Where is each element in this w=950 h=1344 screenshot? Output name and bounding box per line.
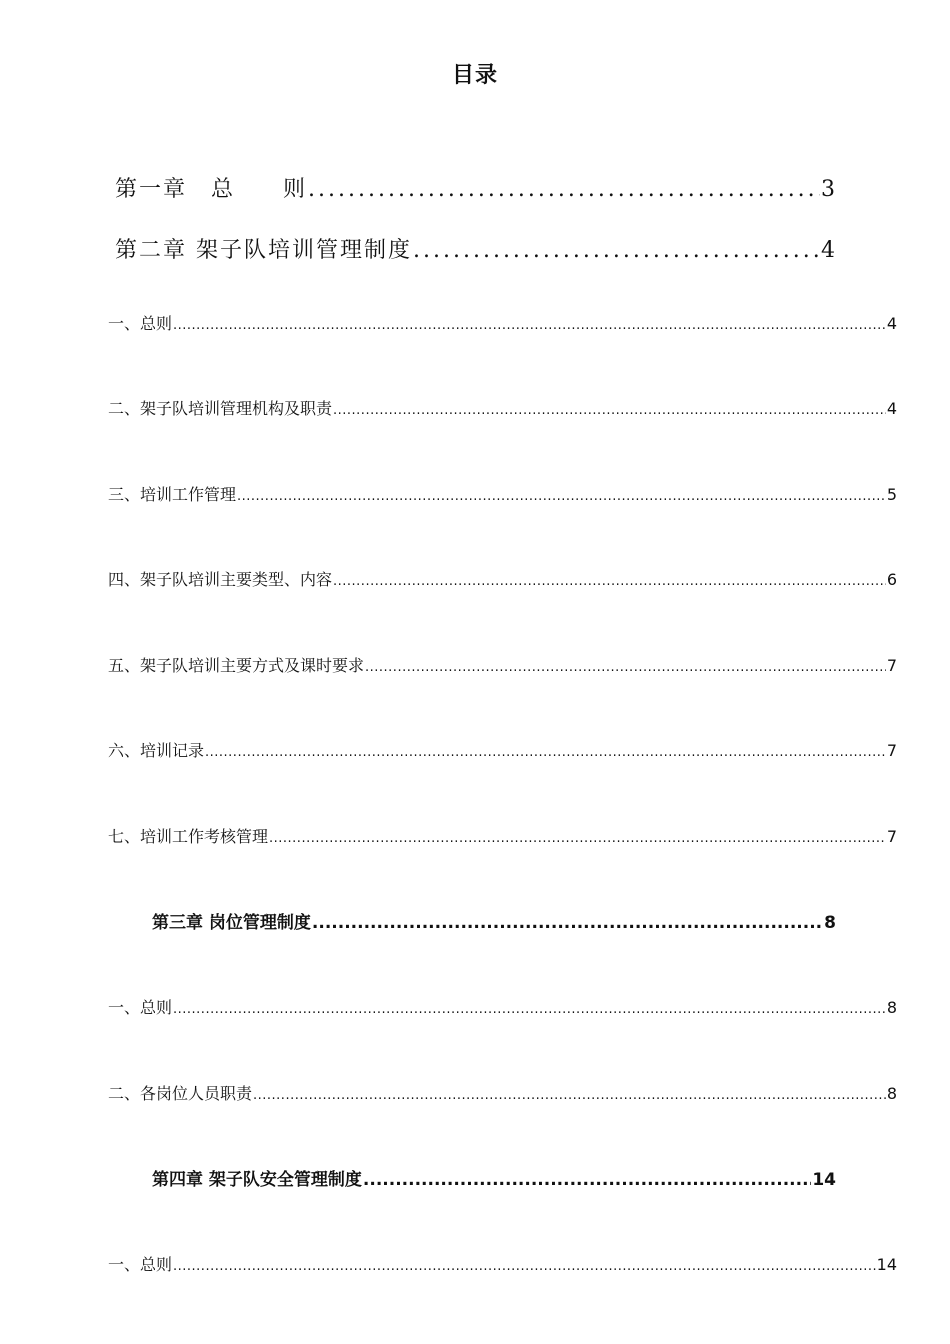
toc-entry-section[interactable] — [108, 738, 897, 761]
toc-entry-page: 8 — [824, 913, 836, 933]
dot-leader — [205, 745, 886, 760]
toc-entry-label: 一、总则 — [108, 1255, 173, 1274]
toc-entry-page: 7 — [886, 741, 897, 760]
dot-leader — [173, 318, 886, 333]
toc-entry-label: 三、培训工作管理 — [108, 485, 237, 504]
dot-leader — [312, 913, 823, 933]
toc-entry-page: 4 — [886, 399, 897, 418]
toc-entry-section[interactable] — [108, 1252, 897, 1275]
toc-entry-chapter-1[interactable] — [115, 172, 837, 203]
toc-entry-section[interactable] — [108, 567, 897, 590]
dot-leader — [237, 489, 886, 504]
toc-entry-label: 四、架子队培训主要类型、内容 — [108, 570, 333, 589]
toc-entry-page: 5 — [886, 485, 897, 504]
toc-entry-page: 3 — [821, 177, 837, 202]
toc-entry-section[interactable] — [108, 824, 897, 847]
toc-title: 目录 — [451, 63, 498, 88]
toc-entry-label: 第二章 架子队培训管理制度 — [115, 238, 412, 263]
dot-leader — [308, 177, 820, 202]
toc-entry-page: 8 — [886, 998, 897, 1017]
toc-entry-chapter-3[interactable] — [152, 908, 836, 933]
toc-entry-chapter-4[interactable] — [152, 1165, 836, 1190]
toc-entry-page: 7 — [886, 656, 897, 675]
toc-entry-label: 一、总则 — [108, 314, 173, 333]
dot-leader — [333, 574, 886, 589]
toc-entry-page: 14 — [812, 1170, 836, 1190]
toc-entry-section[interactable] — [108, 653, 897, 676]
toc-entry-label: 六、培训记录 — [108, 741, 205, 760]
toc-entry-section[interactable] — [108, 1081, 897, 1104]
toc-entry-page: 4 — [821, 238, 837, 263]
toc-entry-label: 第四章 架子队安全管理制度 — [152, 1170, 362, 1190]
toc-entry-chapter-2[interactable] — [115, 233, 837, 264]
toc-entry-page: 7 — [886, 827, 897, 846]
toc-entry-section[interactable] — [108, 396, 897, 419]
dot-leader — [173, 1259, 876, 1274]
toc-entry-label: 一、总则 — [108, 998, 173, 1017]
dot-leader — [253, 1088, 886, 1103]
dot-leader — [269, 831, 886, 846]
toc-entry-page: 4 — [886, 314, 897, 333]
toc-entry-label: 二、各岗位人员职责 — [108, 1084, 253, 1103]
dot-leader — [173, 1002, 886, 1017]
dot-leader — [365, 660, 886, 675]
dot-leader — [413, 238, 820, 263]
dot-leader — [363, 1170, 811, 1190]
toc-entry-page: 6 — [886, 570, 897, 589]
dot-leader — [333, 403, 886, 418]
toc-entry-label: 二、架子队培训管理机构及职责 — [108, 399, 333, 418]
toc-entry-label: 七、培训工作考核管理 — [108, 827, 269, 846]
toc-entry-page: 8 — [886, 1084, 897, 1103]
toc-entry-section[interactable] — [108, 311, 897, 334]
toc-entry-label: 第一章 总 则 — [115, 177, 308, 202]
toc-entry-label: 第三章 岗位管理制度 — [152, 913, 311, 933]
toc-entry-label: 五、架子队培训主要方式及课时要求 — [108, 656, 365, 675]
toc-entry-section[interactable] — [108, 995, 897, 1018]
toc-entry-section[interactable] — [108, 482, 897, 505]
toc-entry-page: 14 — [876, 1255, 897, 1274]
